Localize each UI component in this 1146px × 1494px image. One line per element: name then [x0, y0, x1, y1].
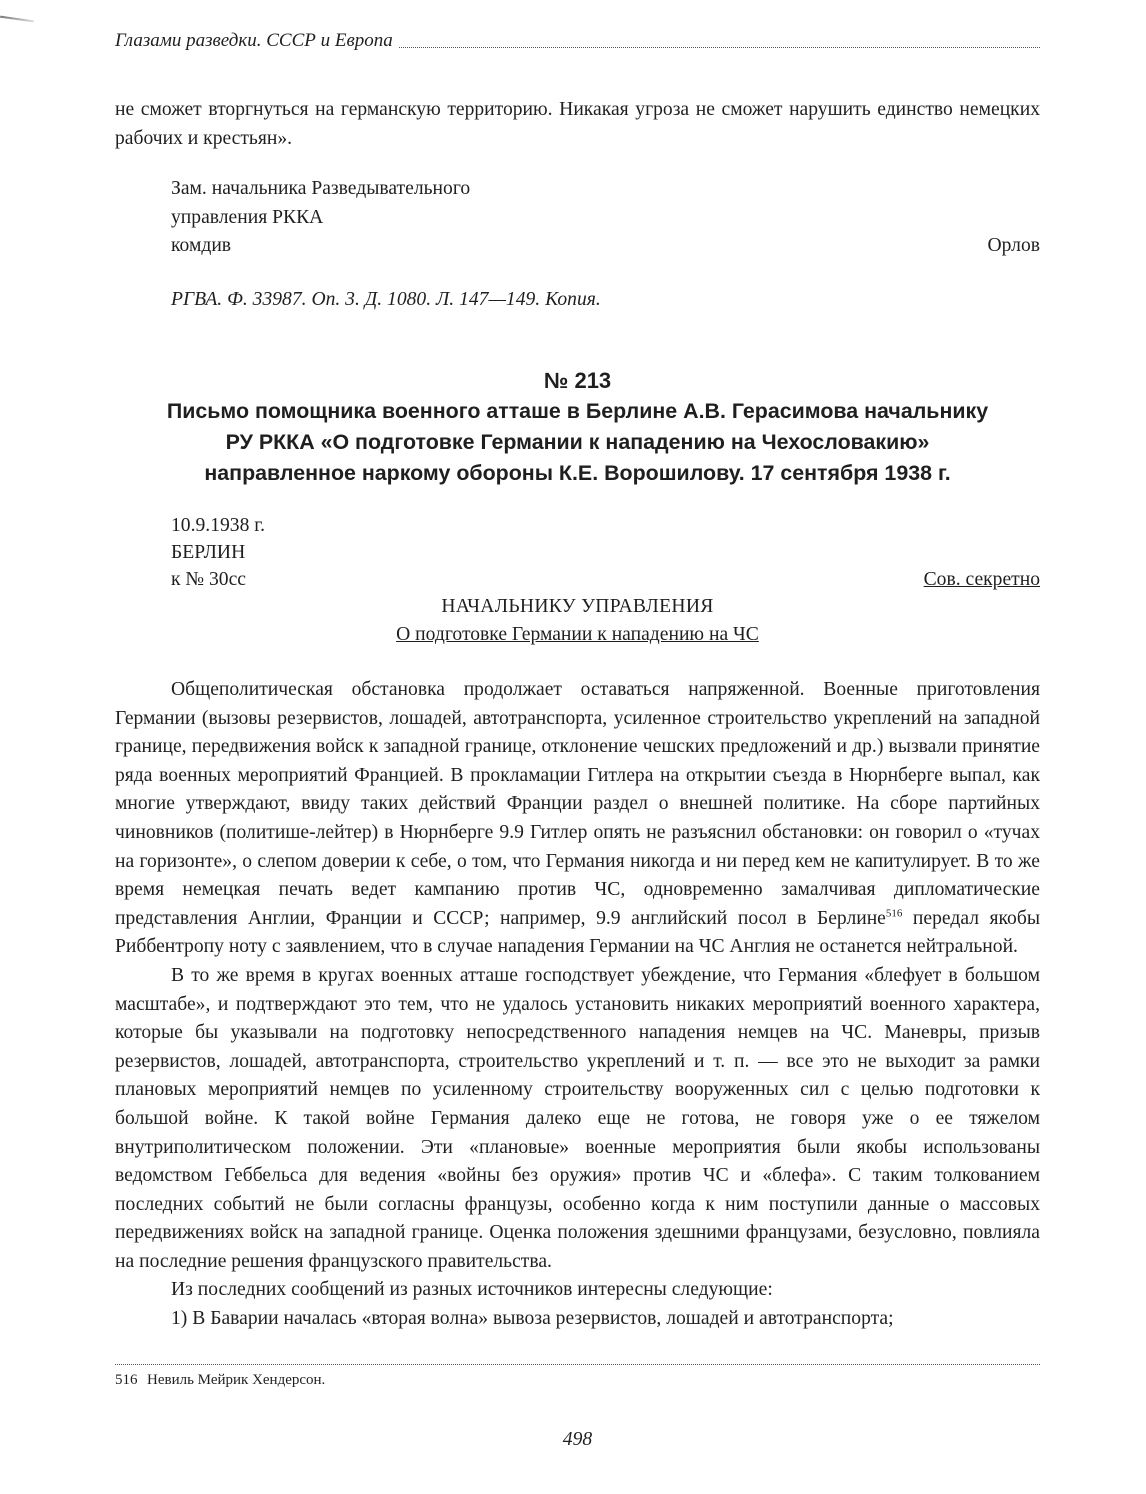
continuation-paragraph: не сможет вторгнуться на германскую территорию. Никакая угроза не сможет нарушить единство немецких рабочих и крестьян».	[115, 99, 1040, 149]
document-title-line3: направленное наркому обороны К.Е. Ворошилову. 17 сентября 1938 г.	[204, 461, 951, 485]
subject-line	[115, 621, 1040, 648]
document-meta	[115, 512, 1040, 648]
document-number: № 213	[543, 368, 612, 393]
document-ref-number: к № 30сс	[171, 569, 246, 590]
footnote-text: Невиль Мейрик Хендерсон.	[147, 1372, 326, 1388]
document-place: БЕРЛИН	[171, 542, 246, 563]
book-page	[115, 0, 1040, 1494]
paragraph-4: 1) В Баварии началась «вторая волна» вывоза резервистов, лошадей и автотранспорта;	[171, 1308, 894, 1330]
letter-body	[115, 676, 1040, 1334]
document-title-line1: Письмо помощника военного атташе в Берлине А.В. Герасимова начальнику	[166, 399, 989, 423]
footnote-number: 516	[115, 1372, 138, 1388]
footnote	[115, 1370, 325, 1390]
footnote-rule	[115, 1364, 1040, 1365]
subject-text: О подготовке Германии к нападению на ЧС	[396, 624, 759, 645]
signature-rank: комдив	[171, 235, 232, 257]
paragraph-1	[115, 676, 1040, 962]
signature-position-line2: управления РККА	[171, 206, 324, 228]
paragraph-1-text-b: передал якобы Риббентропу ноту с заявлением, что в случае нападения Германии на ЧС Англия не останется нейтральной.	[115, 907, 1040, 958]
signature-name: Орлов	[987, 235, 1040, 257]
paragraph-1-text-a: Общеполитическая обстановка продолжает оставаться напряженной. Военные приготовления Германии (вызовы резервистов, лошадей, автотранспорта, усиленное строительство укреплений на западной границе, передвижения войск к западной границе, отклонение чешских предложений и др.) вызвали принятие ряда военных мероприятий Францией. В прокламации Гитлера на открытии съезда в Нюрнберге выпал, как многие утверждают, ввиду таких действий Франции раздел о внешней политике. На сборе партийных чиновников (политише-лейтер) в Нюрнберге 9.9 Гитлер опять не разъяснил обстановки: он говорил о «тучах на горизонте», о слепом доверии к себе, о том, что Германия никогда и ни перед кем не капитулирует. В то же время немецкая печать ведет кампанию против ЧС, одновременно замалчивая дипломатические представления Англии, Франции и СССР; например, 9.9 английский посол в Берлине	[115, 679, 1040, 929]
scan-mark	[0, 16, 34, 23]
classification-stamp: Сов. секретно	[923, 569, 1040, 590]
signature-position-line1: Зам. начальника Разведывательного	[171, 178, 471, 199]
running-header	[115, 30, 1040, 52]
paragraph-3: Из последних сообщений из разных источников интересны следующие:	[171, 1279, 773, 1301]
page-number: 498	[562, 1429, 593, 1450]
document-heading	[115, 366, 1040, 489]
archive-reference: РГВА. Ф. 33987. Оп. 3. Д. 1080. Л. 147—149. Копия.	[171, 289, 601, 310]
document-date: 10.9.1938 г.	[171, 515, 265, 536]
addressee: НАЧАЛЬНИКУ УПРАВЛЕНИЯ	[441, 596, 714, 617]
signature-block	[115, 175, 1040, 261]
running-header-title: Глазами разведки. СССР и Европа	[115, 30, 393, 51]
paragraph-2: В то же время в кругах военных атташе господствует убеждение, что Германия «блефует в большом масштабе», и подтверждают это тем, что не удалось установить никаких мероприятий военного характера, которые бы указывали на подготовку непосредственного нападения немцев на ЧС. Маневры, призыв резервистов, лошадей, автотранспорта, строительство укреплений и т. п. — все это не выходит за рамки плановых мероприятий немцев по усиленному строительству вооруженных сил с целью подготовки к большой войне. К такой войне Германия далеко еще не готова, не говоря уже о ее тяжелом внутриполитическом положении. Эти «плановые» военные мероприятия были якобы использованы ведомством Геббельса для ведения «войны без оружия» против ЧС и «блефа». С таким толкованием последних событий не были согласны французы, особенно когда к ним поступили данные о массовых передвижениях войск на западной границе. Оценка положения здешними французами, безусловно, повлияла на последние решения французского правительства.	[115, 964, 1040, 1272]
header-rule	[399, 47, 1040, 48]
document-title-line2: РУ РККА «О подготовке Германии к нападению на Чехословакию»	[225, 430, 930, 454]
footnote-marker: 516	[885, 907, 903, 920]
